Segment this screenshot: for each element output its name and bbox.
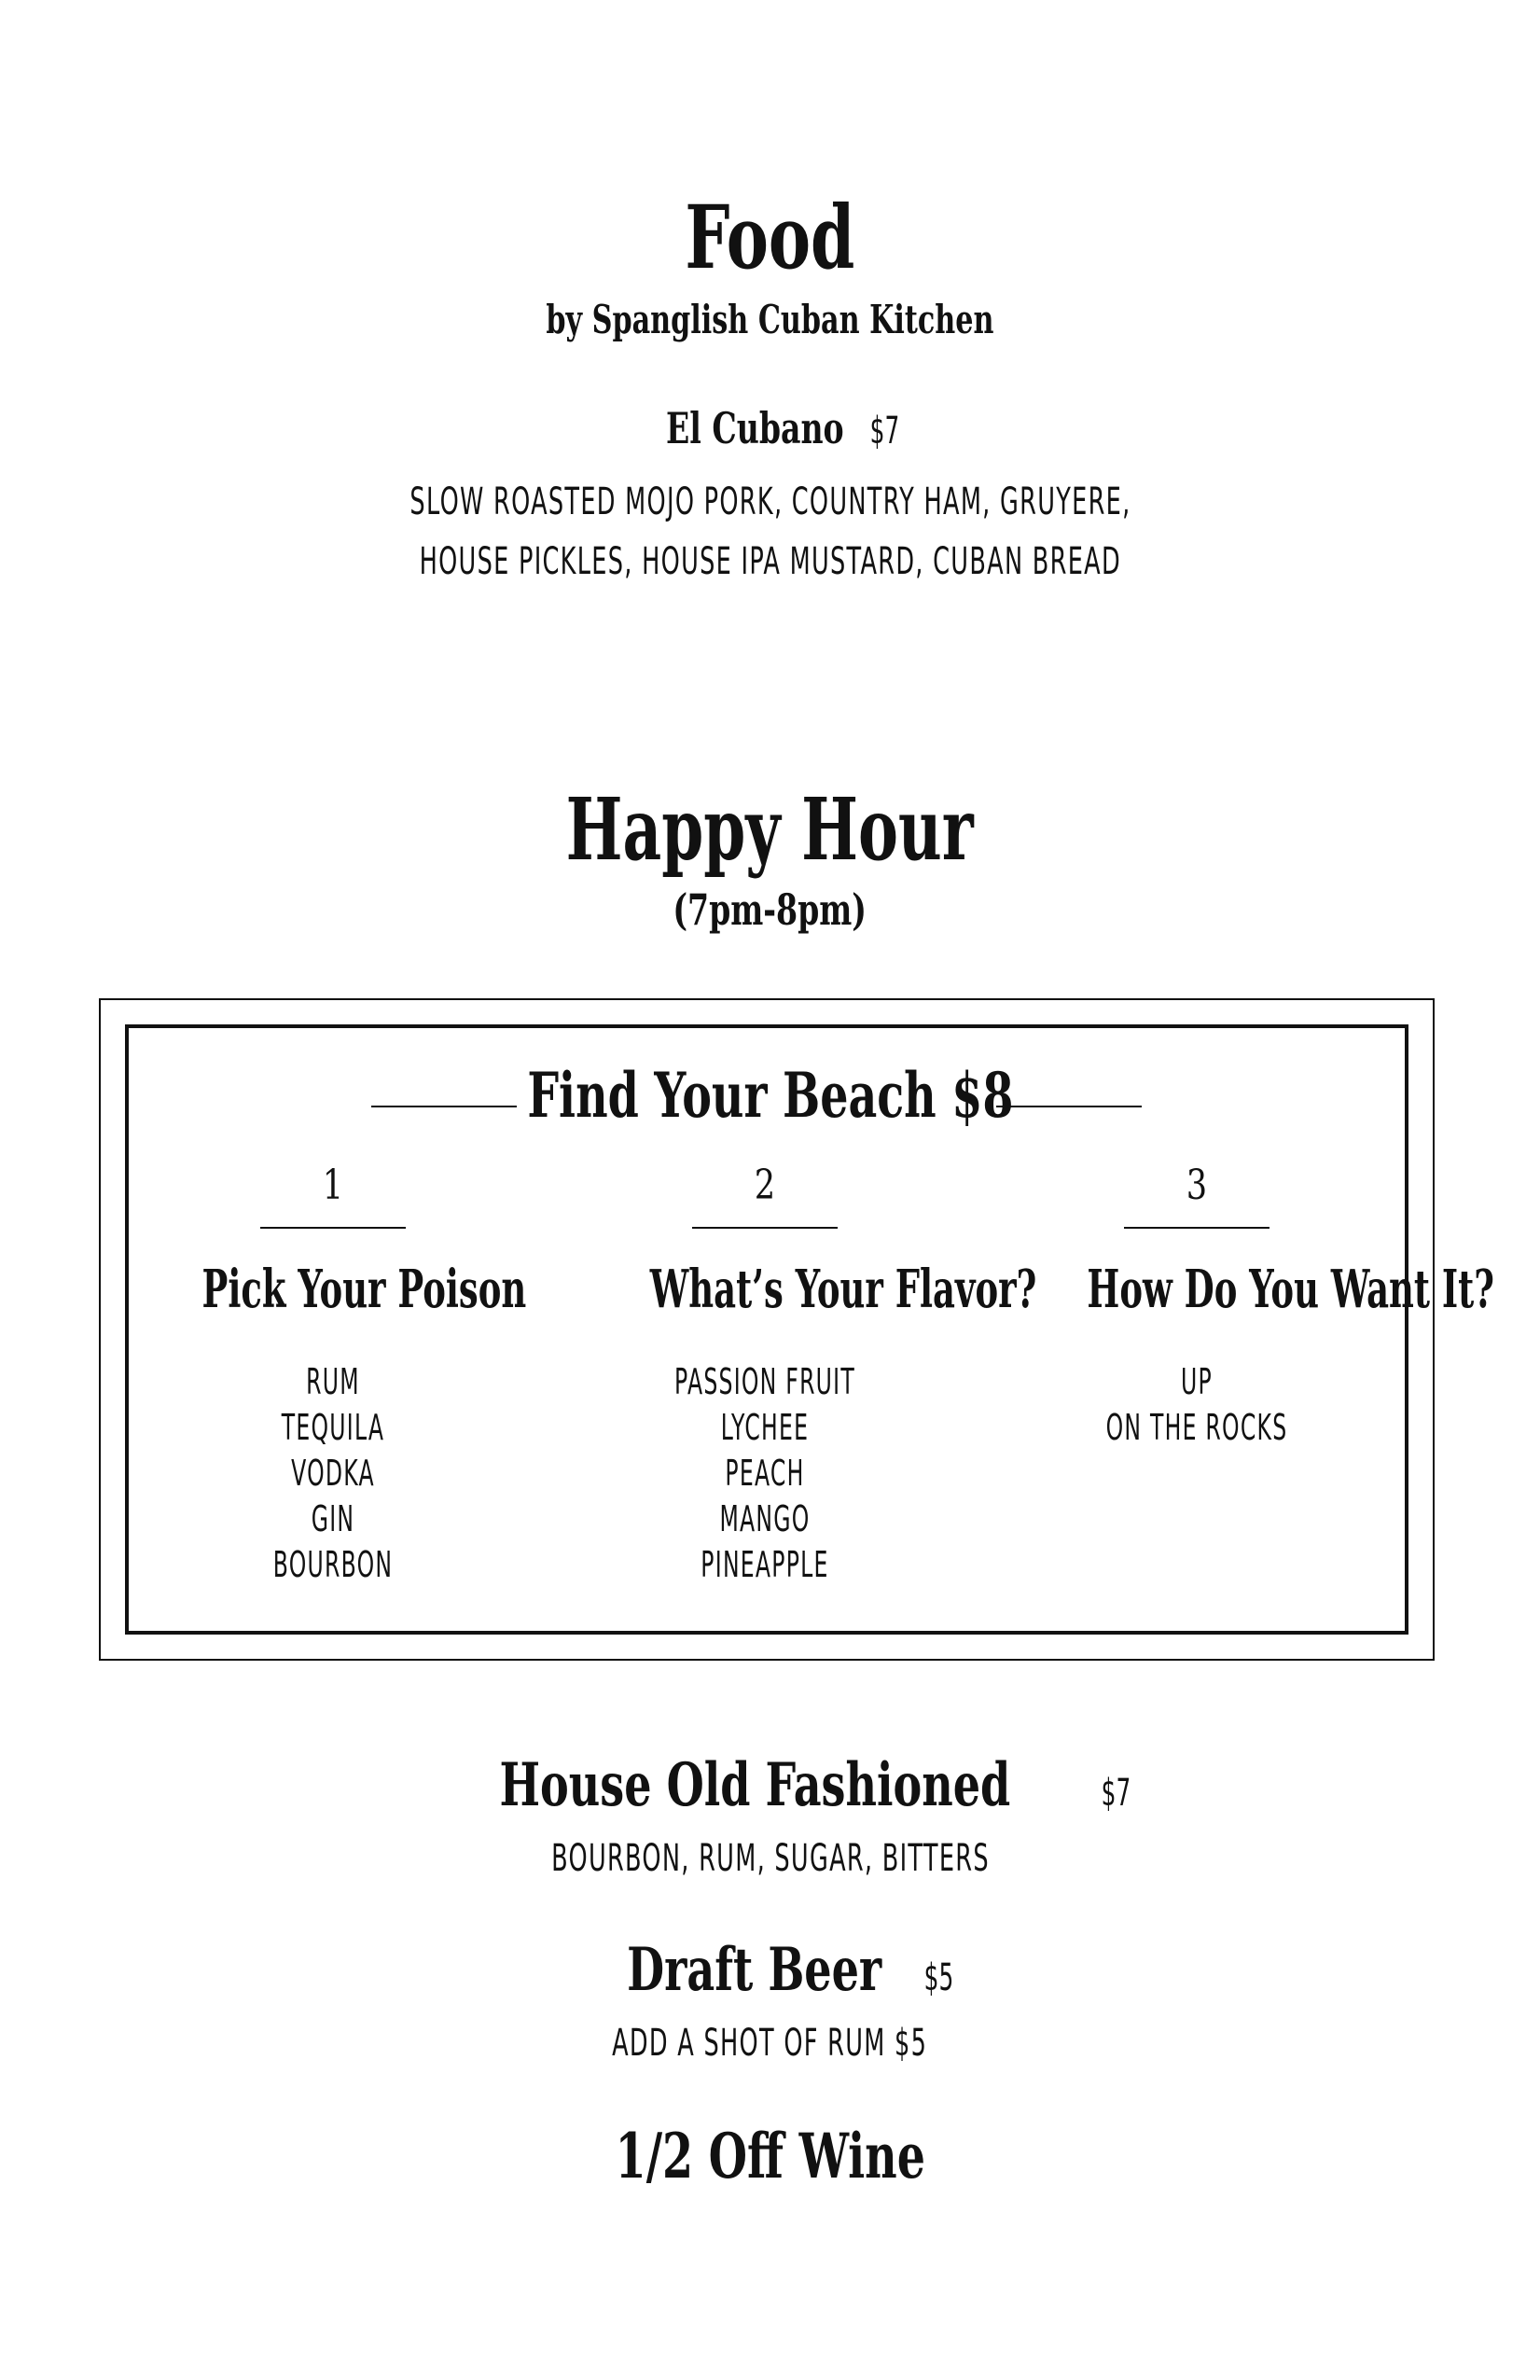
list-item: UP <box>1181 1361 1213 1402</box>
list-item: PASSION FRUIT <box>674 1361 855 1402</box>
special-title-row <box>0 1059 1540 1143</box>
column-items <box>550 1359 979 1588</box>
food-title-block <box>0 187 1540 289</box>
list-item: RUM <box>306 1361 360 1402</box>
column-rule <box>692 1227 838 1229</box>
drink-description: BOURBON, RUM, SUGAR, BITTERS <box>550 1837 990 1880</box>
happy-hour-title: Happy Hour <box>565 779 975 880</box>
column-heading: How Do You Want It? <box>1087 1259 1494 1320</box>
food-item-name: El Cubano <box>665 403 844 453</box>
list-item: TEQUILA <box>281 1407 385 1448</box>
column-number: 3 <box>1186 1162 1208 1209</box>
list-item: BOURBON <box>272 1544 394 1585</box>
drink-description: ADD A SHOT OF RUM $5 <box>612 2022 928 2065</box>
food-subtitle-block <box>0 297 1540 342</box>
happy-hour-title-block <box>0 779 1540 880</box>
drink-price: $5 <box>923 1956 953 1999</box>
food-desc-line-2: HOUSE PICKLES, HOUSE IPA MUSTARD, CUBAN BREAD <box>419 540 1121 583</box>
food-desc-line-1: SLOW ROASTED MOJO PORK, COUNTRY HAM, GRUYERE, <box>409 480 1131 523</box>
list-item: PINEAPPLE <box>701 1544 829 1585</box>
happy-hour-hours-block <box>0 884 1540 935</box>
happy-hour-hours: (7pm-8pm) <box>673 884 867 935</box>
special-title-wrap <box>0 1059 1540 1132</box>
drink-old-fashioned-desc-block <box>0 1829 1540 1888</box>
drink-draft-beer <box>0 1935 1540 2005</box>
food-item-description <box>0 472 1540 592</box>
food-item-price: $7 <box>870 410 900 452</box>
list-item: VODKA <box>291 1453 375 1494</box>
list-item: ON THE ROCKS <box>1105 1407 1288 1448</box>
drink-draft-beer-desc-block <box>0 2013 1540 2073</box>
column-heading: Pick Your Poison <box>201 1259 527 1320</box>
list-item: LYCHEE <box>720 1407 810 1448</box>
list-item: PEACH <box>725 1453 805 1494</box>
column-rule <box>1124 1227 1269 1229</box>
special-title: Find Your Beach $8 <box>526 1059 1014 1132</box>
column-rule <box>260 1227 406 1229</box>
list-item: GIN <box>311 1498 355 1539</box>
wine-offer-block <box>0 2120 1540 2192</box>
drink-price: $7 <box>1102 1772 1131 1815</box>
drink-old-fashioned <box>0 1750 1540 1820</box>
food-item-el-cubano <box>0 403 1540 453</box>
column-items <box>982 1359 1411 1451</box>
special-column-2 <box>550 1162 1037 1588</box>
column-items <box>118 1359 548 1588</box>
column-heading: What’s Your Flavor? <box>649 1259 1037 1320</box>
drink-name: Draft Beer <box>627 1935 882 2005</box>
food-subtitle: by Spanglish Cuban Kitchen <box>546 297 994 342</box>
column-number: 1 <box>322 1162 344 1209</box>
wine-offer: 1/2 Off Wine <box>615 2120 925 2192</box>
drink-name: House Old Fashioned <box>499 1750 1010 1820</box>
special-column-3 <box>982 1162 1494 1451</box>
special-column-1 <box>118 1162 548 1588</box>
column-number: 2 <box>754 1162 776 1209</box>
list-item: MANGO <box>719 1498 811 1539</box>
food-title: Food <box>685 187 855 289</box>
